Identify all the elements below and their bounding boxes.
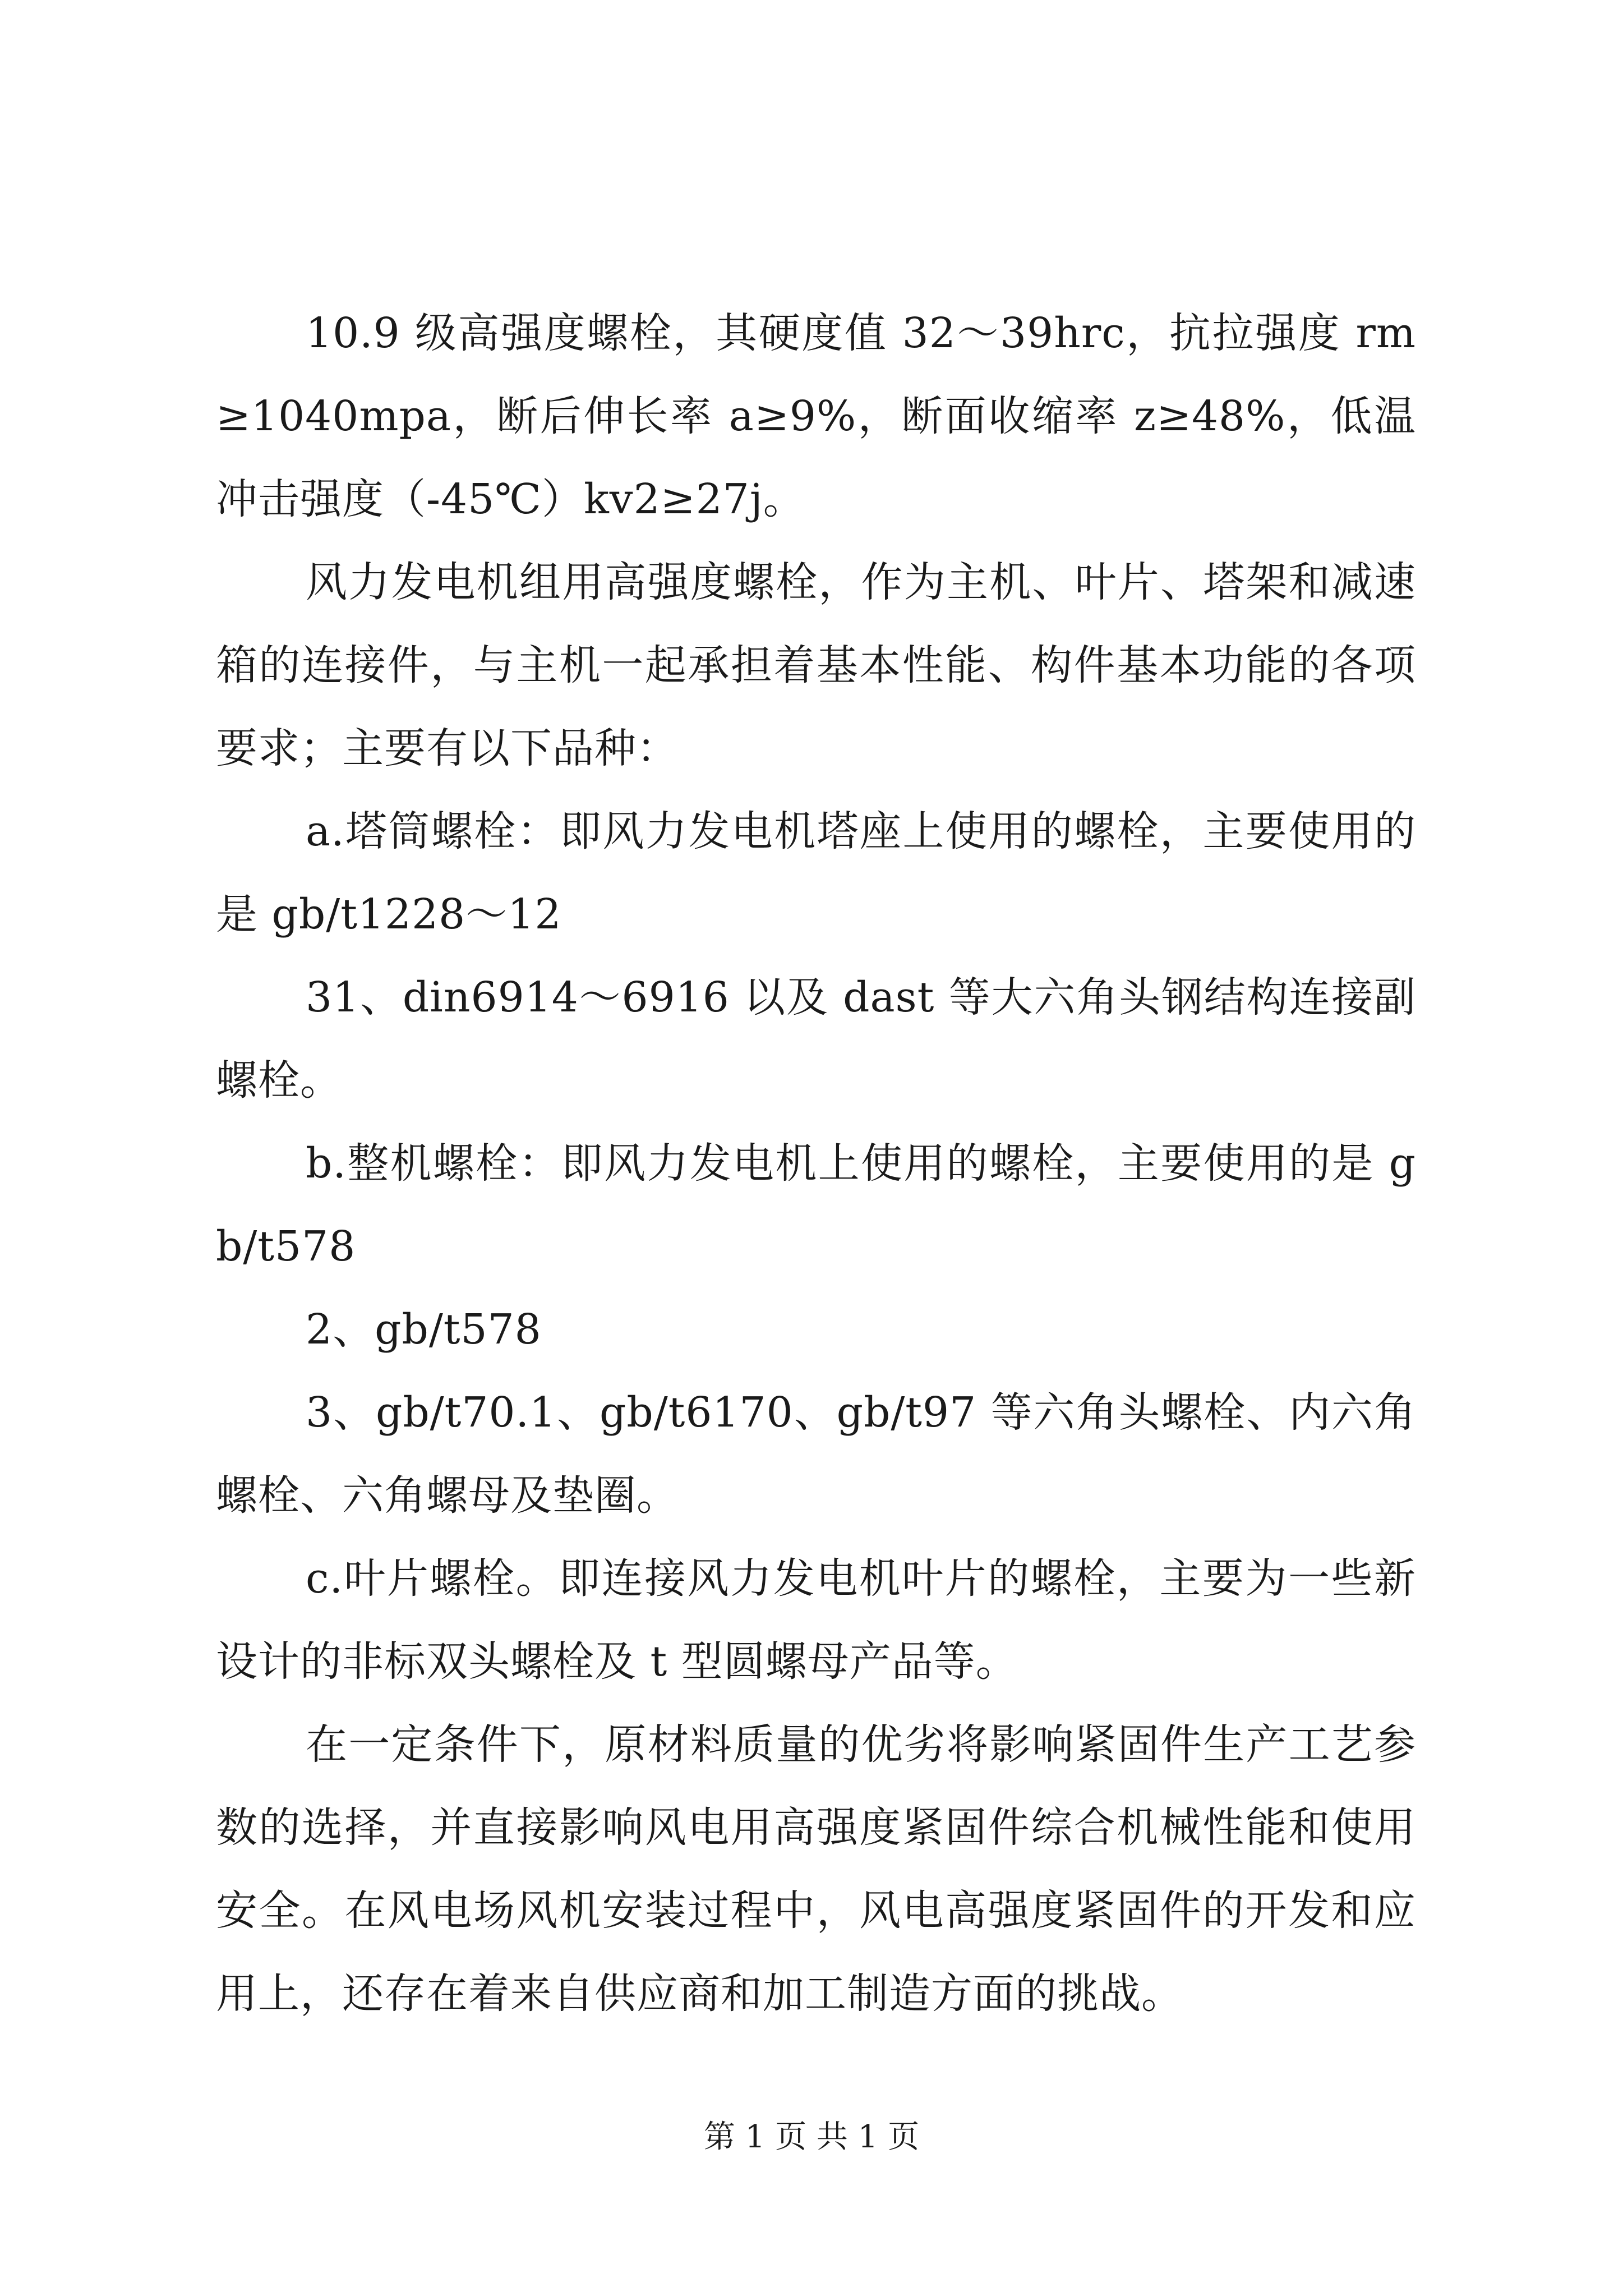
paragraph-bolt-grade-specs: 10.9 级高强度螺栓，其硬度值 32～39hrc，抗拉强度 rm≥1040mpa，断后伸长率 a≥9%，断面收缩率 z≥48%，低温冲击强度（-45℃）kv2≥27j。 <box>216 309 1416 523</box>
paragraph-machine-bolts: b.整机螺栓：即风力发电机上使用的螺栓，主要使用的是 gb/t578 <box>216 1139 1416 1271</box>
paragraph-tower-bolts: a.塔筒螺栓：即风力发电机塔座上使用的螺栓，主要使用的是 gb/t1228～12 <box>216 807 1416 938</box>
document-body <box>216 292 1416 2035</box>
paragraph-raw-material-quality: 在一定条件下，原材料质量的优劣将影响紧固件生产工艺参数的选择，并直接影响风电用高强度紧固件综合机械性能和使用安全。在风电场风机安装过程中，风电高强度紧固件的开发和应用上，还存在着来自供应商和加工制造方面的挑战。 <box>216 1720 1416 2018</box>
page-footer: 第 1 页 共 1 页 <box>703 2119 920 2155</box>
paragraph-tower-bolts-continued: 31、din6914～6916 以及 dast 等大六角头钢结构连接副螺栓。 <box>216 973 1416 1105</box>
paragraph-machine-bolts-2: 2、gb/t578 <box>306 1305 542 1354</box>
paragraph-blade-bolts: c.叶片螺栓。即连接风力发电机叶片的螺栓，主要为一些新设计的非标双头螺栓及 t 型圆螺母产品等。 <box>216 1554 1416 1686</box>
paragraph-machine-bolts-3: 3、gb/t70.1、gb/t6170、gb/t97 等六角头螺栓、内六角螺栓、六角螺母及垫圈。 <box>216 1388 1416 1520</box>
paragraph-wind-turbine-bolts-intro: 风力发电机组用高强度螺栓，作为主机、叶片、塔架和减速箱的连接件，与主机一起承担着基本性能、构件基本功能的各项要求；主要有以下品种： <box>216 558 1416 772</box>
